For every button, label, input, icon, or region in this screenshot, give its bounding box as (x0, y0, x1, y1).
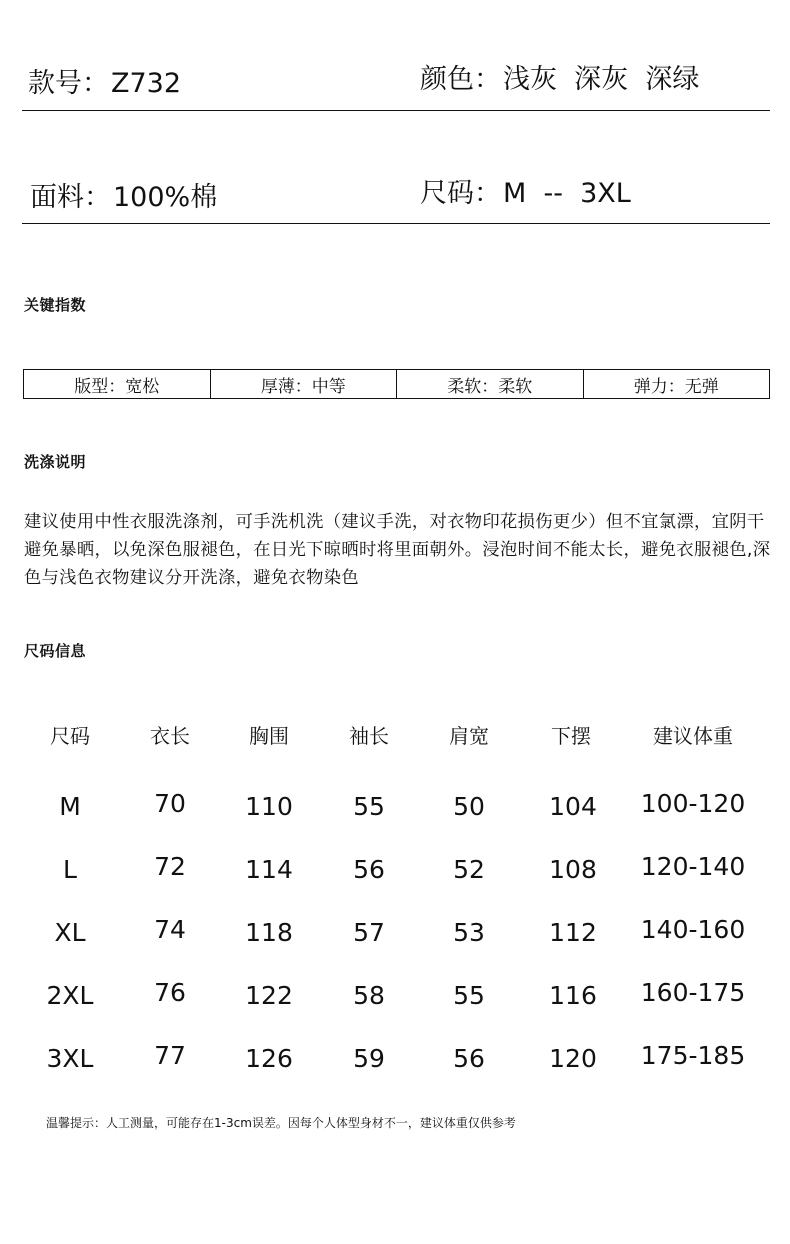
shoulder-cell: 50 (453, 792, 485, 821)
size-cell: XL (54, 918, 86, 947)
key-index-table (23, 369, 770, 399)
hem-cell: 120 (549, 1044, 597, 1073)
table-row (20, 976, 760, 1016)
column-header: 袖长 (349, 724, 389, 748)
divider-line (22, 223, 770, 224)
washing-instructions: 建议使用中性衣服洗涤剂，可手洗机洗（建议手洗，对衣物印花损伤更少）但不宜氯漂，宜阴干避免暴晒，以免深色服褪色，在日光下晾晒时将里面朝外。浸泡时间不能太长，避免衣服褪色,深色与浅色衣物建议分开洗涤，避免衣物染色 (24, 512, 771, 588)
chest-cell: 118 (245, 918, 293, 947)
length-cell: 77 (154, 1041, 186, 1070)
sleeve-cell: 57 (353, 918, 385, 947)
shoulder-cell: 55 (453, 981, 485, 1010)
shoulder-cell: 52 (453, 855, 485, 884)
size-cell: L (63, 855, 77, 884)
key-index-title: 关键指数 (24, 296, 87, 314)
hem-cell: 104 (549, 792, 597, 821)
style-number (28, 68, 181, 100)
hem-cell: 112 (549, 918, 597, 947)
column-header: 建议体重 (653, 724, 733, 748)
colors-value: 浅灰 深灰 深绿 (503, 64, 700, 95)
weight-cell: 100-120 (640, 789, 746, 818)
length-cell: 74 (154, 915, 186, 944)
size-range-value: M -- 3XL (503, 178, 631, 209)
sleeve-cell: 56 (353, 855, 385, 884)
fabric-label: 面料： (30, 182, 111, 213)
shoulder-cell: 56 (453, 1044, 485, 1073)
column-header: 下摆 (551, 724, 591, 748)
table-row (20, 1039, 760, 1079)
fabric (30, 182, 217, 214)
table-row (20, 913, 760, 953)
fabric-value: 100%棉 (113, 182, 218, 213)
column-header: 胸围 (249, 724, 289, 748)
key-index-thickness: 厚薄：中等 (211, 370, 398, 398)
column-header: 肩宽 (449, 724, 489, 748)
washing-title: 洗涤说明 (24, 453, 87, 471)
chest-cell: 114 (245, 855, 293, 884)
size-range-label: 尺码： (420, 178, 501, 209)
chest-cell: 122 (245, 981, 293, 1010)
footnote-tip: 温馨提示：人工测量，可能存在1-3cm误差。因每个人体型身材不一，建议体重仅供参考 (46, 1116, 516, 1130)
weight-cell: 160-175 (640, 978, 746, 1007)
length-cell: 72 (154, 852, 186, 881)
colors-label: 颜色： (420, 64, 501, 95)
key-index-softness: 柔软：柔软 (397, 370, 584, 398)
divider-line (22, 110, 770, 111)
colors (420, 64, 699, 96)
size-table-header (20, 716, 760, 756)
shoulder-cell: 53 (453, 918, 485, 947)
size-cell: 2XL (46, 981, 94, 1010)
length-cell: 70 (154, 789, 186, 818)
key-index-elasticity: 弹力：无弹 (633, 376, 719, 397)
hem-cell: 108 (549, 855, 597, 884)
size-range (420, 178, 631, 210)
style-number-label: 款号： (28, 68, 109, 99)
weight-cell: 120-140 (640, 852, 746, 881)
length-cell: 76 (154, 978, 186, 1007)
size-info-title: 尺码信息 (24, 642, 87, 660)
size-cell: M (59, 792, 81, 821)
weight-cell: 175-185 (640, 1041, 746, 1070)
chest-cell: 126 (245, 1044, 293, 1073)
weight-cell: 140-160 (640, 915, 746, 944)
key-index-fit: 版型：宽松 (24, 370, 211, 398)
sleeve-cell: 55 (353, 792, 385, 821)
hem-cell: 116 (549, 981, 597, 1010)
chest-cell: 110 (245, 792, 293, 821)
table-row (20, 850, 760, 890)
table-row (20, 787, 760, 827)
style-number-value: Z732 (111, 68, 182, 99)
sleeve-cell: 59 (353, 1044, 385, 1073)
column-header: 衣长 (150, 724, 190, 748)
column-header: 尺码 (50, 724, 90, 748)
sleeve-cell: 58 (353, 981, 385, 1010)
size-cell: 3XL (46, 1044, 94, 1073)
